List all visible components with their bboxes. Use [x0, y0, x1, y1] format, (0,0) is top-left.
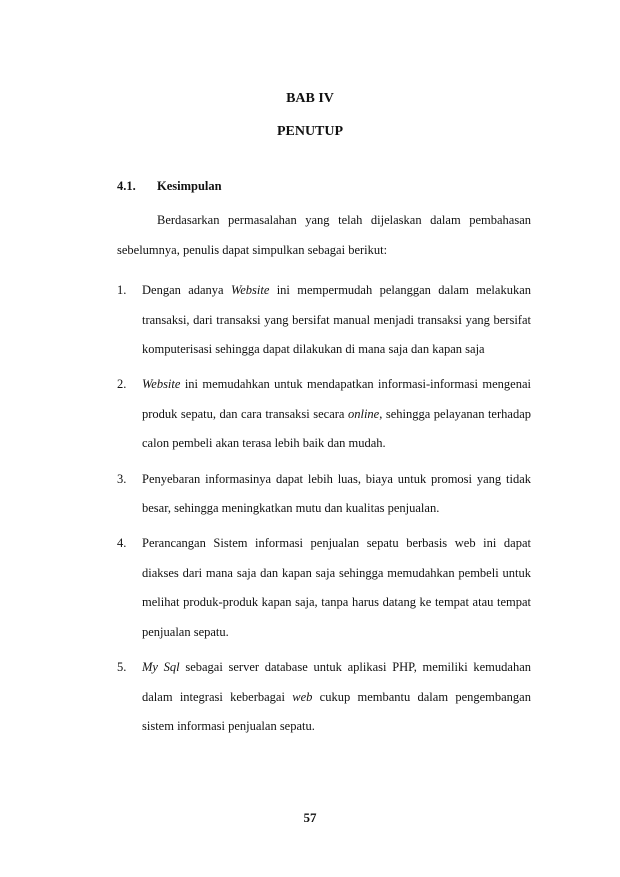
italic-term: Website — [230, 283, 270, 297]
list-item — [117, 529, 531, 647]
conclusion-list — [117, 276, 531, 747]
list-item-number: 2. — [117, 377, 127, 392]
list-item — [117, 276, 531, 365]
list-item-text — [142, 653, 531, 742]
list-item-number: 1. — [117, 283, 127, 297]
text-run: , sehingga pelayanan terhadap calon pembeli akan terasa lebih baik dan mudah. — [142, 406, 531, 451]
italic-term: My Sql — [142, 660, 180, 675]
italic-term: online — [347, 406, 380, 421]
chapter-heading: BAB IV — [286, 91, 334, 106]
text-run: ini mempermudah pelanggan dalam melakukan transaksi, dari transaksi yang bersifat manual menjadi transaksi yang bersifat komputerisasi sehingga dapat dilakukan di mana saja dan kapan saja — [142, 283, 531, 357]
chapter-title: PENUTUP — [276, 124, 344, 139]
text-run: sebagai server database untuk aplikasi PHP, memiliki kemudahan dalam integrasi keberbagai — [142, 660, 532, 704]
intro-paragraph: Berdasarkan permasalahan yang telah dijelaskan dalam pembahasan sebelumnya, penulis dapat simpulkan sebagai berikut: — [117, 213, 531, 257]
text-run: cukup membantu dalam pengembangan sistem informasi penjualan sepatu. — [142, 689, 531, 734]
section-heading — [117, 179, 222, 194]
list-item-number: 4. — [117, 536, 127, 551]
list-item-text — [142, 529, 531, 647]
list-item — [117, 370, 531, 459]
list-item — [117, 653, 531, 742]
italic-term: web — [292, 689, 313, 704]
page-number: 57 — [303, 810, 317, 825]
text-run: ini memudahkan untuk mendapatkan informasi-informasi mengenai produk sepatu, dan cara transaksi secara — [142, 377, 531, 421]
section-title: Kesimpulan — [157, 179, 222, 193]
list-item — [117, 465, 531, 524]
italic-term: Website — [142, 377, 181, 392]
list-item-text — [142, 370, 531, 459]
section-number: 4.1. — [117, 179, 136, 193]
list-item-number: 5. — [117, 660, 127, 675]
text-run: Perancangan Sistem informasi penjualan sepatu berbasis web ini dapat diakses dari mana saja dan kapan saja sehingga memudahkan pembeli untuk melihat produk-produk kapan saja, tanpa harus datang ke tempat atau tempat penjualan sepatu. — [142, 536, 531, 640]
text-run: Dengan adanya — [142, 283, 231, 297]
list-item-text — [142, 465, 531, 524]
text-run: Penyebaran informasinya dapat lebih luas, biaya untuk promosi yang tidak besar, sehingga meningkatkan mutu dan kualitas penjualan. — [142, 471, 531, 516]
list-item-text — [142, 276, 531, 365]
list-item-number: 3. — [117, 471, 127, 486]
